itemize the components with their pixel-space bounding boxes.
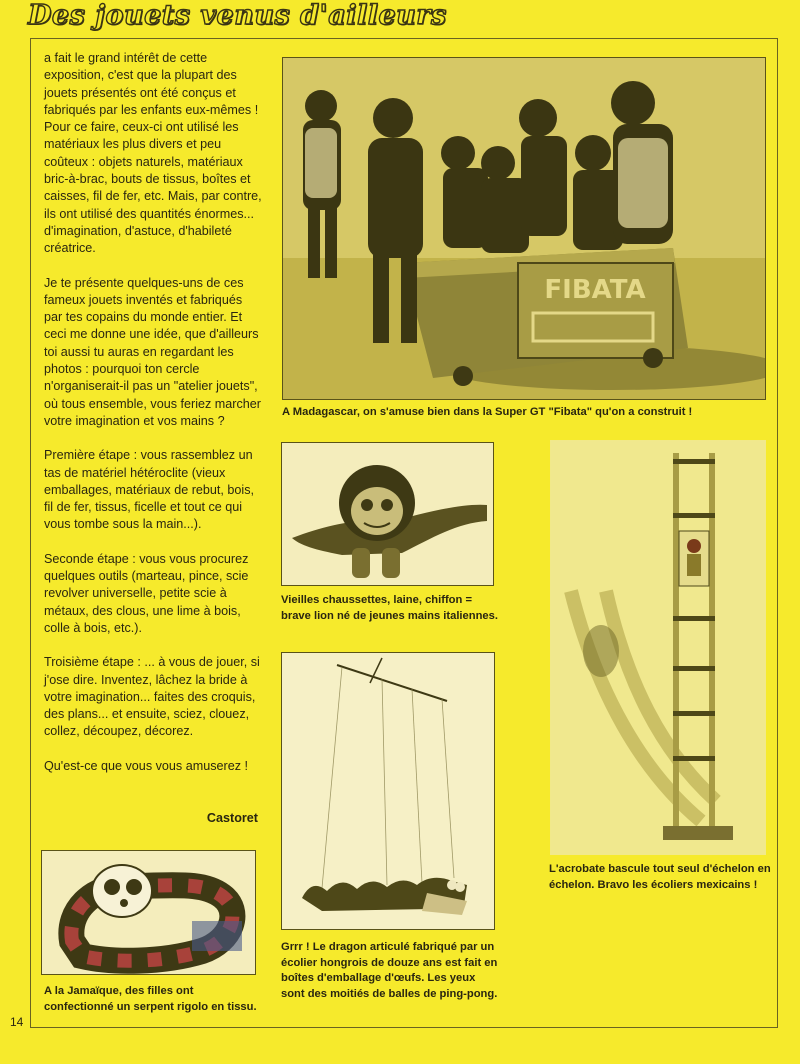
author-signature: Castoret [206,811,258,825]
article-paragraph: Qu'est-ce que vous vous amuserez ! [44,758,249,773]
article-paragraph: Seconde étape : vous vous procurez quelques outils (marteau, pince, scie revolver universelle, petite scie à métaux, des clous, une lime à bois, colle à bois, etc.). [44,551,249,635]
article-paragraph: Je te présente quelques-uns de ces fameux jouets inventés et fabriqués par tes copains du monde entier. Et ceci me donne une idée, que d'ailleurs toi aussi tu auras en regardant les photos : pourquoi ton cercle n'organiserait-il pas un "atelier jouets", où tous ensemble, vous feriez marcher votre imagination et vos mains ? [44,275,261,428]
dragon-photo [281,652,495,930]
article-paragraph: Troisième étape : ... à vous de jouer, si j'ose dire. Inventez, lâchez la bride à votre imagination... faites des croquis, des plans... et ensuite, sciez, clouez, collez, découpez, décorez. [44,655,260,739]
madagascar-photo [282,57,766,400]
article-paragraph: a fait le grand intérêt de cette exposition, c'est que la plupart des jouets présentés ont été conçus et fabriqués par les enfants eux-mêmes ! Pour ce faire, ceux-ci ont utilisé les matériaux les plus divers et peu coûteux : objets naturels, matériaux bric-à-brac, bouts de tissus, boîtes et caisses, fil de fer, etc. Mais, par contre, ils ont utilisé des quantités énormes... d'imagination, d'astuce, d'habileté créatrice. [44,51,262,256]
acrobat-caption: L'acrobate bascule tout seul d'échelon en échelon. Bravo les écoliers mexicains ! [549,863,771,891]
article-body [44,50,262,792]
crate-label: FIBATA [544,275,646,305]
article-paragraph: Première étape : vous rassemblez un tas de matériel hétéroclite (vieux emballages, matériaux de rebut, bois, fil de fer, tissus, ficelle et tout ce qui vous tombe sous la main...). [44,448,255,532]
madagascar-caption: A Madagascar, on s'amuse bien dans la Super GT "Fibata" qu'on a construit ! [282,406,693,418]
dragon-caption: Grrr ! Le dragon articulé fabriqué par un écolier hongrois de douze ans est fait en boîtes d'emballage d'œufs. Les yeux sont des moitiés de balles de ping-pong. [281,941,498,1000]
serpent-caption: A la Jamaïque, des filles ont confectionné un serpent rigolo en tissu. [44,985,257,1013]
page-title: Des jouets venus d'ailleurs [28,0,447,31]
acrobat-photo [550,440,766,855]
serpent-photo [41,850,256,975]
page-number: 14 [10,1015,24,1029]
lion-caption: Vieilles chaussettes, laine, chiffon = brave lion né de jeunes mains italiennes. [281,594,498,622]
lion-photo [281,442,494,586]
